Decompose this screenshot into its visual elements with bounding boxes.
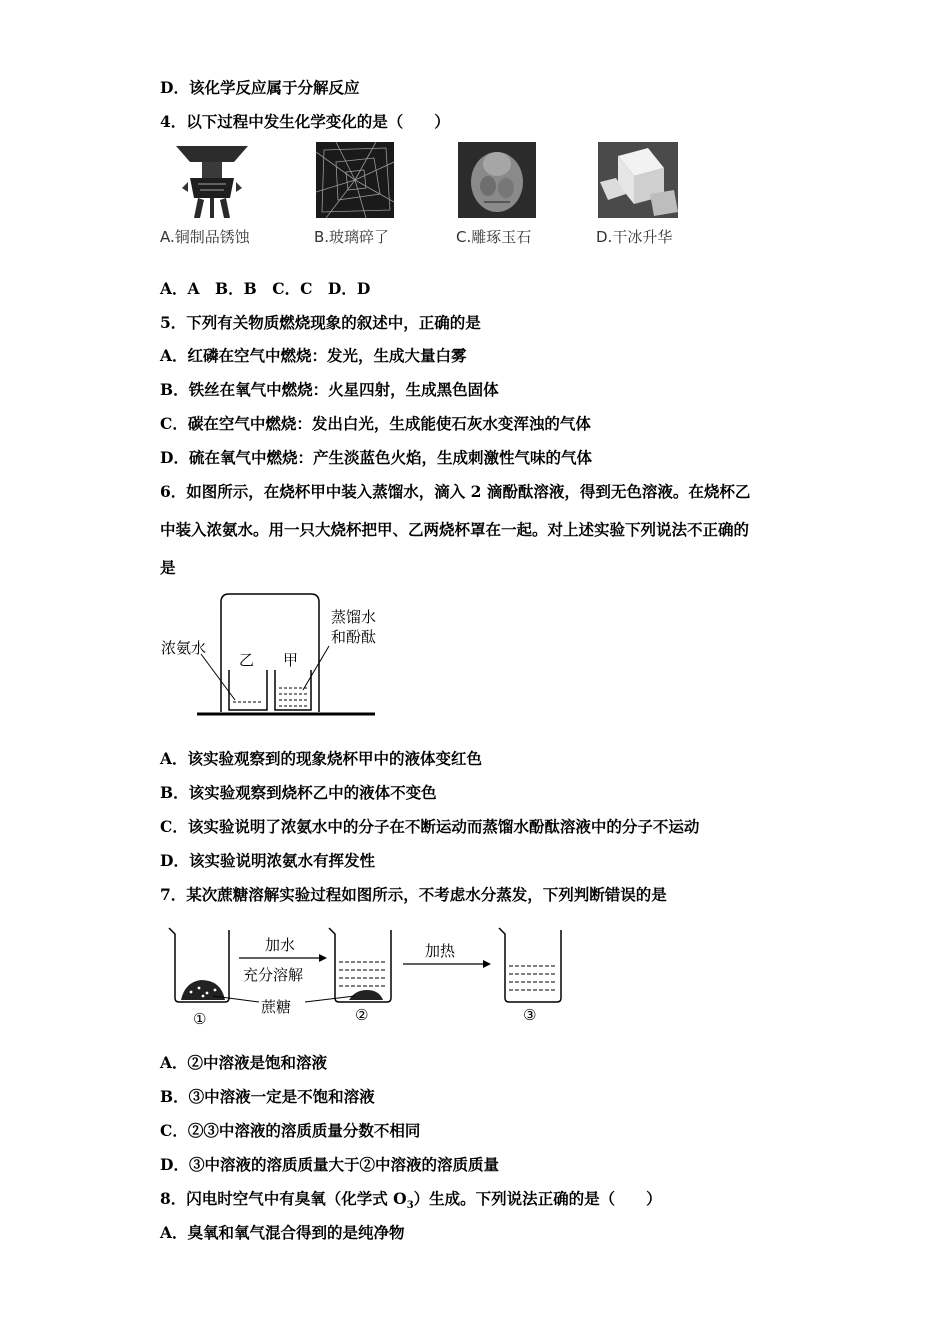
- q5-stem: 5．下列有关物质燃烧现象的叙述中，正确的是: [160, 313, 481, 332]
- q4-caption-d: D.干冰升华: [596, 228, 673, 246]
- q6-stem-line-1: 6．如图所示，在烧杯甲中装入蒸馏水，滴入 2 滴酚酞溶液，得到无色溶液。在烧杯乙: [160, 482, 751, 501]
- leader-right: [303, 646, 329, 690]
- q6-stem-line-2: 中装入浓氨水。用一只大烧杯把甲、乙两烧杯罩在一起。对上述实验下列说法不正确的: [160, 520, 750, 539]
- arrow-1-head: [319, 954, 327, 962]
- phenolphthalein-liquid: [279, 688, 307, 706]
- beaker-jia: [275, 670, 311, 710]
- label-heat: 加热: [425, 942, 456, 960]
- q7-stem: 7．某次蔗糖溶解实验过程如图所示，不考虑水分蒸发，下列判断错误的是: [160, 885, 667, 904]
- q6-stem-line-3: 是: [160, 558, 176, 577]
- q4-caption-c: C.雕琢玉石: [456, 228, 532, 246]
- q5-option-c: C．碳在空气中燃烧：发出白光，生成能使石灰水变浑浊的气体: [160, 414, 591, 433]
- q6-option-d: D．该实验说明浓氨水有挥发性: [160, 851, 375, 870]
- beaker-2: [329, 928, 391, 1002]
- solution-2: [339, 962, 387, 986]
- label-beaker-2: ②: [355, 1006, 369, 1024]
- beaker-yi: [229, 670, 267, 710]
- q6-apparatus-figure: [155, 590, 395, 722]
- q7-option-a: A．②中溶液是饱和溶液: [160, 1053, 328, 1072]
- q8-stem-pre: 8．闪电时空气中有臭氧（化学式 O: [160, 1189, 407, 1208]
- sugar-leader-2: [305, 996, 355, 1002]
- prev-option-d: D．该化学反应属于分解反应: [160, 78, 360, 97]
- q8-stem-post: ）生成。下列说法正确的是（ ）: [413, 1189, 662, 1208]
- broken-glass-image: [316, 142, 394, 218]
- label-jia: 甲: [283, 651, 299, 669]
- q8-stem: [160, 1191, 662, 1211]
- label-add-water: 加水: [265, 936, 296, 954]
- label-beaker-3: ③: [523, 1006, 537, 1024]
- q6-option-b: B．该实验观察到烧杯乙中的液体不变色: [160, 783, 437, 802]
- q4-figure: [160, 142, 700, 252]
- sugar-pile-2: [349, 990, 383, 1000]
- q4-caption-b: B.玻璃碎了: [314, 228, 390, 246]
- solution-3: [509, 966, 557, 990]
- q8-stem-subscript: 3: [406, 1200, 414, 1212]
- q6-option-a: A．该实验观察到的现象烧杯甲中的液体变红色: [160, 749, 483, 768]
- q5-option-a: A．红磷在空气中燃烧：发光，生成大量白雾: [160, 346, 467, 365]
- label-beaker-1: ①: [193, 1010, 207, 1028]
- arrow-2-head: [483, 960, 491, 968]
- label-phenolphthalein: 和酚酞: [331, 628, 377, 646]
- q7-option-b: B．③中溶液一定是不饱和溶液: [160, 1087, 375, 1106]
- label-fully-dissolve: 充分溶解: [243, 966, 304, 984]
- beaker-3: [499, 928, 561, 1002]
- q5-option-b: B．铁丝在氧气中燃烧：火星四射，生成黑色固体: [160, 380, 499, 399]
- q4-answer-line: A．A B．B C．C D．D: [160, 279, 371, 298]
- leader-left: [201, 654, 235, 700]
- label-sucrose: 蔗糖: [261, 998, 292, 1016]
- label-distilled-water: 蒸馏水: [331, 608, 377, 626]
- q7-dissolution-figure: [155, 918, 575, 1030]
- label-concentrated-ammonia: 浓氨水: [161, 639, 207, 657]
- dry-ice-image: [598, 142, 678, 218]
- jade-carving-image: [458, 142, 536, 218]
- q7-option-c: C．②③中溶液的溶质质量分数不相同: [160, 1121, 421, 1140]
- q4-stem: 4．以下过程中发生化学变化的是（ ）: [160, 112, 450, 131]
- label-yi: 乙: [239, 651, 255, 669]
- q8-option-a: A．臭氧和氧气混合得到的是纯净物: [160, 1223, 405, 1242]
- bronze-vessel-image: [172, 142, 252, 220]
- q5-option-d: D．硫在氧气中燃烧：产生淡蓝色火焰，生成刺激性气味的气体: [160, 448, 592, 467]
- q6-option-c: C．该实验说明了浓氨水中的分子在不断运动而蒸馏水酚酞溶液中的分子不运动: [160, 817, 700, 836]
- q7-option-d: D．③中溶液的溶质质量大于②中溶液的溶质质量: [160, 1155, 499, 1174]
- q4-caption-a: A.铜制品锈蚀: [160, 228, 250, 246]
